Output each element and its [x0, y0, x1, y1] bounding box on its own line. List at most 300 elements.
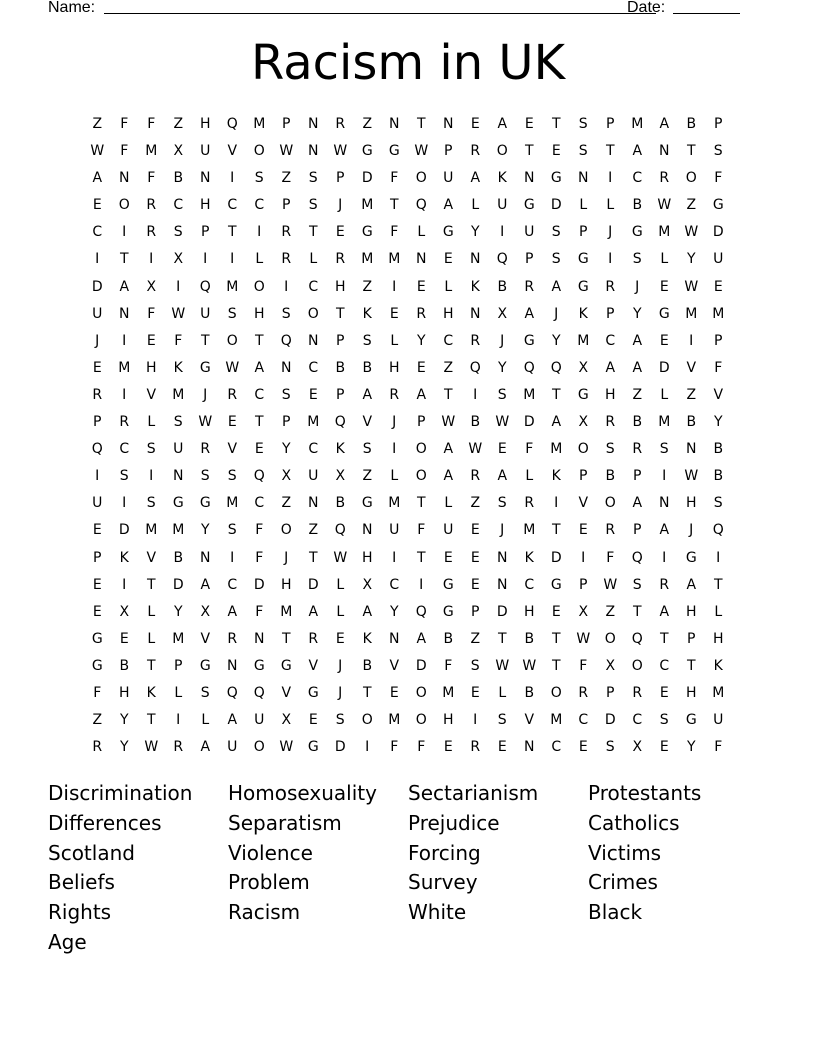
- grid-letter: N: [119, 305, 130, 322]
- grid-letter: C: [173, 197, 184, 214]
- grid-letter: M: [658, 414, 671, 431]
- grid-letter: X: [605, 657, 616, 674]
- grid-letter: P: [93, 549, 102, 566]
- grid-letter: N: [524, 170, 535, 187]
- grid-letter: C: [389, 576, 400, 593]
- grid-letter: O: [550, 684, 562, 701]
- grid-letter: W: [684, 224, 699, 241]
- grid-letter: S: [659, 441, 669, 458]
- grid-letter: U: [200, 143, 211, 160]
- grid-letter: B: [713, 468, 724, 485]
- grid-letter: Y: [497, 359, 507, 376]
- grid-letter: Q: [415, 603, 427, 620]
- grid-letter: T: [308, 224, 318, 241]
- grid-letter: F: [147, 305, 156, 322]
- grid-letter: N: [659, 495, 670, 512]
- grid-letter: B: [362, 657, 373, 674]
- grid-letter: U: [92, 495, 103, 512]
- grid-row: [84, 707, 744, 734]
- grid-letter: T: [551, 116, 561, 132]
- grid-letter: H: [361, 549, 373, 566]
- grid-letter: I: [149, 251, 154, 268]
- grid-letter: K: [578, 305, 588, 322]
- grid-letter: C: [524, 576, 535, 593]
- grid-letter: I: [581, 549, 586, 566]
- grid-row: [84, 274, 744, 301]
- grid-row: [84, 328, 744, 355]
- grid-letter: I: [689, 332, 694, 349]
- word-list-item: Prejudice: [408, 810, 500, 835]
- grid-letter: O: [253, 278, 265, 295]
- grid-letter: R: [605, 414, 616, 431]
- grid-letter: L: [336, 603, 345, 620]
- grid-letter: K: [551, 468, 561, 485]
- grid-letter: G: [658, 305, 670, 322]
- grid-letter: W: [657, 197, 672, 214]
- grid-letter: A: [362, 386, 373, 403]
- grid-letter: A: [200, 576, 211, 593]
- grid-letter: J: [500, 522, 505, 539]
- grid-letter: X: [173, 251, 184, 268]
- grid-letter: S: [632, 251, 642, 268]
- grid-letter: M: [685, 305, 698, 322]
- grid-letter: Y: [200, 522, 210, 539]
- grid-letter: B: [362, 359, 373, 376]
- grid-letter: S: [200, 684, 210, 701]
- grid-letter: E: [470, 684, 480, 701]
- grid-letter: Z: [281, 170, 292, 187]
- grid-letter: R: [227, 386, 238, 403]
- grid-letter: Q: [523, 359, 535, 376]
- grid-letter: E: [335, 630, 345, 647]
- grid-letter: Q: [253, 468, 265, 485]
- letter-grid: [84, 111, 744, 761]
- grid-letter: B: [335, 359, 346, 376]
- grid-letter: O: [631, 657, 643, 674]
- grid-letter: V: [524, 712, 535, 729]
- grid-letter: A: [632, 495, 643, 512]
- grid-letter: P: [336, 332, 345, 349]
- grid-row: [84, 545, 744, 572]
- grid-letter: N: [470, 251, 481, 268]
- grid-letter: P: [687, 630, 696, 647]
- grid-letter: D: [334, 739, 346, 756]
- grid-letter: O: [118, 197, 130, 214]
- grid-letter: O: [361, 712, 373, 729]
- grid-letter: M: [550, 441, 563, 458]
- grid-letter: Z: [686, 386, 697, 403]
- grid-letter: T: [686, 657, 696, 674]
- grid-letter: Q: [550, 359, 562, 376]
- grid-letter: T: [551, 386, 561, 403]
- grid-letter: Z: [362, 468, 373, 485]
- grid-letter: F: [120, 143, 129, 160]
- grid-letter: S: [497, 386, 507, 403]
- grid-letter: V: [146, 386, 157, 403]
- grid-letter: U: [254, 712, 265, 729]
- grid-letter: A: [551, 278, 562, 295]
- grid-letter: G: [442, 576, 454, 593]
- grid-letter: T: [281, 630, 291, 647]
- grid-letter: U: [497, 197, 508, 214]
- grid-letter: M: [307, 414, 320, 431]
- grid-letter: M: [145, 143, 158, 160]
- grid-letter: Y: [119, 712, 129, 729]
- grid-letter: S: [551, 251, 561, 268]
- grid-letter: E: [146, 332, 156, 349]
- grid-letter: T: [200, 332, 210, 349]
- grid-letter: L: [579, 197, 588, 214]
- grid-letter: I: [95, 251, 100, 268]
- grid-letter: B: [524, 630, 535, 647]
- word-list-item: Violence: [228, 840, 313, 865]
- grid-letter: V: [578, 495, 589, 512]
- grid-letter: S: [281, 386, 291, 403]
- grid-letter: N: [389, 116, 400, 132]
- grid-row: [84, 165, 744, 192]
- grid-letter: D: [658, 359, 670, 376]
- grid-letter: E: [443, 739, 453, 756]
- grid-letter: X: [578, 359, 589, 376]
- grid-letter: H: [442, 305, 454, 322]
- grid-row: [84, 138, 744, 165]
- grid-letter: B: [632, 197, 643, 214]
- grid-letter: D: [604, 712, 616, 729]
- grid-letter: G: [577, 386, 589, 403]
- grid-letter: D: [307, 576, 319, 593]
- grid-letter: A: [443, 468, 454, 485]
- grid-row: [84, 734, 744, 761]
- grid-letter: A: [632, 143, 643, 160]
- grid-letter: H: [388, 359, 400, 376]
- grid-letter: W: [522, 657, 537, 674]
- grid-letter: L: [147, 630, 156, 647]
- grid-letter: D: [712, 224, 724, 241]
- grid-letter: G: [712, 197, 724, 214]
- grid-letter: M: [172, 386, 185, 403]
- grid-letter: K: [119, 549, 129, 566]
- grid-letter: C: [254, 495, 265, 512]
- grid-letter: R: [281, 251, 292, 268]
- grid-letter: X: [362, 576, 373, 593]
- grid-letter: N: [173, 468, 184, 485]
- grid-letter: D: [415, 657, 427, 674]
- grid-letter: R: [416, 305, 427, 322]
- grid-letter: T: [497, 630, 507, 647]
- grid-letter: U: [308, 468, 319, 485]
- grid-letter: D: [523, 414, 535, 431]
- grid-letter: N: [281, 359, 292, 376]
- grid-letter: L: [525, 468, 534, 485]
- grid-letter: S: [146, 495, 156, 512]
- grid-letter: A: [605, 359, 616, 376]
- grid-letter: R: [470, 468, 481, 485]
- grid-letter: M: [523, 522, 536, 539]
- grid-letter: I: [392, 441, 397, 458]
- grid-letter: Q: [199, 278, 211, 295]
- grid-letter: T: [362, 684, 372, 701]
- grid-letter: G: [523, 197, 535, 214]
- grid-letter: E: [578, 522, 588, 539]
- grid-letter: H: [145, 359, 157, 376]
- grid-letter: E: [470, 116, 480, 132]
- grid-letter: E: [119, 630, 129, 647]
- grid-letter: G: [442, 603, 454, 620]
- grid-letter: T: [227, 224, 237, 241]
- grid-letter: T: [632, 603, 642, 620]
- grid-letter: C: [254, 197, 265, 214]
- grid-letter: O: [496, 143, 508, 160]
- grid-letter: Q: [631, 630, 643, 647]
- grid-letter: C: [308, 441, 319, 458]
- grid-letter: A: [497, 468, 508, 485]
- grid-letter: V: [146, 549, 157, 566]
- grid-letter: E: [254, 441, 264, 458]
- grid-row: [84, 653, 744, 680]
- grid-letter: G: [361, 143, 373, 160]
- grid-letter: D: [550, 197, 562, 214]
- grid-letter: W: [414, 143, 429, 160]
- grid-letter: N: [416, 251, 427, 268]
- grid-letter: J: [284, 549, 289, 566]
- grid-letter: R: [227, 630, 238, 647]
- grid-row: [84, 409, 744, 436]
- grid-letter: S: [227, 522, 237, 539]
- grid-letter: Q: [91, 441, 103, 458]
- grid-letter: F: [444, 657, 453, 674]
- grid-letter: P: [282, 414, 291, 431]
- grid-letter: P: [579, 224, 588, 241]
- grid-letter: B: [686, 414, 697, 431]
- grid-letter: V: [227, 143, 238, 160]
- grid-letter: E: [659, 739, 669, 756]
- grid-letter: U: [227, 739, 238, 756]
- grid-letter: P: [633, 522, 642, 539]
- word-list-item: Discrimination: [48, 781, 193, 805]
- grid-letter: X: [335, 468, 346, 485]
- grid-letter: S: [632, 576, 642, 593]
- grid-letter: D: [361, 170, 373, 187]
- grid-letter: T: [146, 712, 156, 729]
- grid-letter: V: [362, 414, 373, 431]
- grid-letter: Y: [686, 739, 696, 756]
- grid-letter: E: [470, 522, 480, 539]
- grid-letter: B: [632, 414, 643, 431]
- grid-letter: B: [524, 684, 535, 701]
- grid-letter: T: [335, 305, 345, 322]
- grid-letter: I: [176, 278, 181, 295]
- grid-letter: W: [198, 414, 213, 431]
- grid-letter: P: [336, 170, 345, 187]
- word-list-item: Survey: [408, 870, 478, 895]
- grid-letter: N: [443, 116, 454, 132]
- grid-letter: B: [605, 468, 616, 485]
- grid-letter: Z: [470, 630, 481, 647]
- grid-letter: B: [173, 170, 184, 187]
- grid-letter: E: [551, 603, 561, 620]
- grid-letter: I: [419, 576, 424, 593]
- grid-letter: O: [685, 170, 697, 187]
- grid-letter: U: [713, 712, 724, 729]
- grid-letter: S: [173, 414, 183, 431]
- grid-letter: G: [307, 739, 319, 756]
- grid-letter: I: [230, 549, 235, 566]
- grid-letter: L: [147, 414, 156, 431]
- grid-letter: L: [714, 603, 723, 620]
- grid-row: [84, 192, 744, 219]
- grid-letter: R: [605, 522, 616, 539]
- grid-letter: W: [279, 739, 294, 756]
- grid-letter: A: [119, 278, 130, 295]
- grid-letter: Z: [281, 495, 292, 512]
- grid-letter: W: [441, 414, 456, 431]
- word-list-item: Homosexuality: [228, 781, 377, 805]
- grid-letter: A: [416, 630, 427, 647]
- word-list-item: Beliefs: [48, 870, 115, 895]
- grid-letter: A: [443, 441, 454, 458]
- grid-letter: G: [388, 143, 400, 160]
- grid-letter: T: [551, 522, 561, 539]
- grid-letter: R: [92, 386, 103, 403]
- grid-letter: S: [497, 712, 507, 729]
- grid-letter: F: [147, 116, 156, 132]
- grid-letter: D: [118, 522, 130, 539]
- grid-letter: U: [443, 522, 454, 539]
- grid-letter: I: [473, 712, 478, 729]
- grid-letter: R: [389, 386, 400, 403]
- grid-letter: R: [470, 332, 481, 349]
- grid-letter: R: [146, 197, 157, 214]
- grid-row: [84, 599, 744, 626]
- grid-letter: U: [713, 251, 724, 268]
- grid-row: [84, 572, 744, 599]
- grid-letter: A: [227, 603, 238, 620]
- grid-letter: I: [662, 549, 667, 566]
- grid-letter: A: [497, 116, 508, 132]
- grid-letter: L: [255, 251, 264, 268]
- grid-letter: X: [146, 278, 157, 295]
- grid-letter: T: [146, 657, 156, 674]
- name-label: Name:: [48, 0, 96, 16]
- word-list-item: Black: [588, 900, 643, 925]
- grid-letter: R: [632, 441, 643, 458]
- grid-letter: F: [579, 657, 588, 674]
- grid-letter: H: [442, 712, 454, 729]
- grid-letter: N: [200, 549, 211, 566]
- grid-letter: M: [577, 332, 590, 349]
- grid-letter: U: [200, 305, 211, 322]
- grid-letter: K: [146, 684, 156, 701]
- grid-letter: R: [524, 278, 535, 295]
- grid-letter: R: [605, 278, 616, 295]
- grid-letter: E: [308, 386, 318, 403]
- grid-letter: G: [550, 576, 562, 593]
- grid-letter: A: [524, 305, 535, 322]
- grid-letter: X: [497, 305, 508, 322]
- grid-letter: D: [172, 576, 184, 593]
- grid-letter: R: [173, 739, 184, 756]
- word-list-item: Racism: [228, 900, 301, 925]
- grid-letter: O: [307, 305, 319, 322]
- grid-letter: R: [632, 684, 643, 701]
- grid-letter: T: [551, 657, 561, 674]
- grid-letter: H: [685, 684, 697, 701]
- grid-letter: U: [389, 522, 400, 539]
- grid-letter: L: [444, 495, 453, 512]
- grid-letter: E: [524, 116, 534, 132]
- grid-letter: L: [606, 197, 615, 214]
- grid-letter: M: [253, 116, 266, 132]
- grid-letter: K: [524, 549, 534, 566]
- grid-letter: O: [415, 712, 427, 729]
- grid-letter: I: [122, 386, 127, 403]
- grid-letter: P: [174, 657, 183, 674]
- grid-letter: W: [576, 630, 591, 647]
- grid-letter: N: [254, 630, 265, 647]
- grid-letter: O: [604, 630, 616, 647]
- grid-letter: S: [578, 116, 588, 132]
- grid-letter: S: [281, 305, 291, 322]
- grid-letter: D: [550, 549, 562, 566]
- grid-letter: E: [335, 224, 345, 241]
- grid-letter: Y: [281, 441, 291, 458]
- grid-letter: Q: [415, 197, 427, 214]
- grid-letter: N: [308, 495, 319, 512]
- grid-letter: Z: [632, 386, 643, 403]
- grid-letter: K: [470, 278, 480, 295]
- grid-letter: G: [550, 170, 562, 187]
- grid-letter: E: [470, 549, 480, 566]
- grid-letter: Y: [551, 332, 561, 349]
- grid-row: [84, 219, 744, 246]
- grid-letter: I: [230, 251, 235, 268]
- grid-letter: E: [551, 143, 561, 160]
- grid-letter: F: [390, 739, 399, 756]
- grid-letter: T: [119, 251, 129, 268]
- grid-letter: M: [118, 359, 131, 376]
- grid-row: [84, 246, 744, 273]
- grid-letter: Z: [92, 712, 103, 729]
- grid-letter: G: [361, 224, 373, 241]
- grid-letter: I: [176, 712, 181, 729]
- grid-letter: P: [282, 116, 291, 132]
- grid-letter: A: [659, 116, 670, 132]
- grid-letter: G: [172, 495, 184, 512]
- grid-row: [84, 517, 744, 544]
- grid-letter: A: [308, 603, 319, 620]
- grid-letter: M: [280, 603, 293, 620]
- grid-letter: E: [443, 549, 453, 566]
- grid-letter: K: [362, 630, 372, 647]
- grid-letter: B: [335, 495, 346, 512]
- grid-letter: R: [470, 739, 481, 756]
- grid-letter: D: [496, 603, 508, 620]
- grid-letter: S: [551, 224, 561, 241]
- grid-letter: E: [578, 739, 588, 756]
- grid-letter: Q: [334, 522, 346, 539]
- grid-letter: I: [284, 278, 289, 295]
- grid-letter: L: [336, 576, 345, 593]
- grid-letter: E: [659, 332, 669, 349]
- grid-letter: R: [308, 630, 319, 647]
- grid-letter: F: [606, 549, 615, 566]
- grid-letter: M: [442, 684, 455, 701]
- grid-row: [84, 490, 744, 517]
- grid-letter: P: [336, 386, 345, 403]
- name-blank-line: [104, 13, 656, 14]
- grid-letter: G: [685, 549, 697, 566]
- grid-letter: Y: [416, 332, 426, 349]
